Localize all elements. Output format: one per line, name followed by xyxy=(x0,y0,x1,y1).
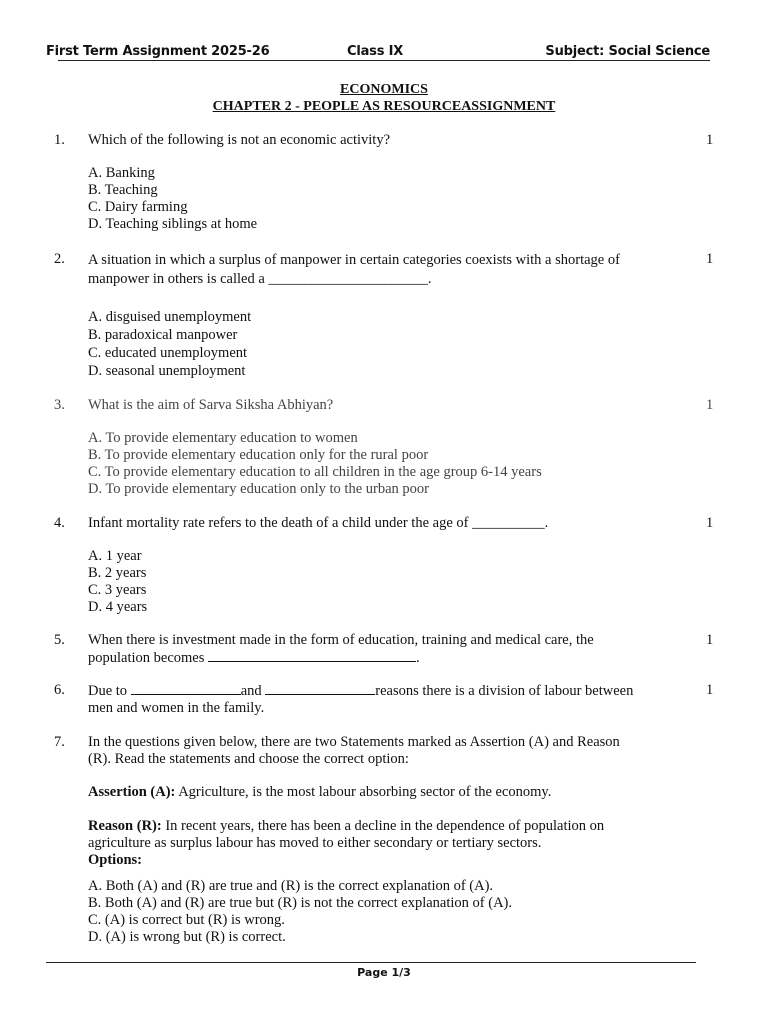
question-2-options xyxy=(88,308,251,380)
header-underline xyxy=(58,60,710,61)
option: A. disguised unemployment xyxy=(88,309,252,325)
option: A. Banking xyxy=(88,165,155,181)
question-text-suffix: . xyxy=(416,650,420,666)
option: C. 3 years xyxy=(88,582,147,598)
question-number: 6. xyxy=(54,682,65,698)
question-number: 1. xyxy=(54,132,65,148)
question-text: Which of the following is not an economic activity? xyxy=(88,132,391,148)
chapter-title: CHAPTER 2 - PEOPLE AS RESOURCEASSIGNMENT xyxy=(212,99,556,114)
question-1-options xyxy=(88,165,257,233)
option: B. 2 years xyxy=(88,565,147,581)
option: B. paradoxical manpower xyxy=(88,327,238,343)
options-label: Options: xyxy=(88,852,142,868)
answer-blank xyxy=(208,649,416,662)
option: D. 4 years xyxy=(88,599,148,615)
option: B. Both (A) and (R) are true but (R) is not the correct explanation of (A). xyxy=(88,895,512,911)
page-header xyxy=(46,44,710,62)
question-text-line: In the questions given below, there are two Statements marked as Assertion (A) and Reason xyxy=(88,734,620,750)
question-marks: 1 xyxy=(706,632,714,648)
question-marks: 1 xyxy=(706,682,714,698)
option: B. To provide elementary education only for the rural poor xyxy=(88,447,429,463)
footer-divider xyxy=(46,962,696,963)
question-text-line: men and women in the family. xyxy=(88,700,265,716)
question-3-options xyxy=(88,430,542,498)
option: A. To provide elementary education to women xyxy=(88,430,358,446)
reason-label: Reason (R): xyxy=(88,818,162,834)
question-text-suffix: reasons there is a division of labour between xyxy=(375,683,634,699)
option: D. seasonal unemployment xyxy=(88,363,246,379)
subject-title: ECONOMICS xyxy=(340,82,428,97)
document-titles xyxy=(0,81,768,115)
option: A. 1 year xyxy=(88,548,142,564)
option: D. Teaching siblings at home xyxy=(88,216,258,232)
question-number: 7. xyxy=(54,734,65,750)
question-marks: 1 xyxy=(706,515,714,531)
reason-text: In recent years, there has been a decline in the dependence of population on xyxy=(161,818,605,834)
subject-label: Subject: Social Science xyxy=(545,44,710,59)
question-7-options xyxy=(88,878,512,946)
option: B. Teaching xyxy=(88,182,158,198)
question-text-line: manpower in others is called a ______________________. xyxy=(88,271,432,287)
assertion-text: Agriculture, is the most labour absorbing sector of the economy. xyxy=(175,784,552,800)
option: C. educated unemployment xyxy=(88,345,248,361)
question-text xyxy=(88,734,678,768)
question-text: What is the aim of Sarva Siksha Abhiyan? xyxy=(88,397,334,413)
option: A. Both (A) and (R) are true and (R) is the correct explanation of (A). xyxy=(88,878,494,894)
question-text-line: (R). Read the statements and choose the correct option: xyxy=(88,751,409,767)
question-text xyxy=(88,251,678,289)
question-number: 4. xyxy=(54,515,65,531)
option: D. To provide elementary education only to the urban poor xyxy=(88,481,429,497)
reason-statement xyxy=(88,818,688,869)
question-text-prefix: Due to xyxy=(88,683,131,699)
assignment-title: First Term Assignment 2025-26 xyxy=(46,44,270,59)
answer-blank xyxy=(131,682,241,695)
question-text xyxy=(88,682,678,717)
question-marks: 1 xyxy=(706,397,714,413)
reason-text: agriculture as surplus labour has moved to either secondary or tertiary sectors. xyxy=(88,835,542,851)
option: D. (A) is wrong but (R) is correct. xyxy=(88,929,286,945)
question-text: Infant mortality rate refers to the death of a child under the age of __________. xyxy=(88,515,549,531)
question-text-line: A situation in which a surplus of manpower in certain categories coexists with a shortage of xyxy=(88,252,620,268)
page-number: Page 1/3 xyxy=(357,966,411,979)
question-text-prefix: population becomes xyxy=(88,650,209,666)
question-text xyxy=(88,632,678,667)
option: C. To provide elementary education to all children in the age group 6-14 years xyxy=(88,464,542,480)
question-marks: 1 xyxy=(706,132,714,148)
question-4-options xyxy=(88,548,147,616)
class-label: Class IX xyxy=(347,44,404,59)
question-number: 2. xyxy=(54,251,65,267)
option: C. Dairy farming xyxy=(88,199,188,215)
assertion-label: Assertion (A): xyxy=(88,784,176,800)
question-number: 3. xyxy=(54,397,65,413)
assertion-statement xyxy=(88,784,688,801)
question-text-mid: and xyxy=(240,683,266,699)
answer-blank xyxy=(265,682,375,695)
option: C. (A) is correct but (R) is wrong. xyxy=(88,912,285,928)
question-marks: 1 xyxy=(706,251,714,267)
question-text-line: When there is investment made in the form of education, training and medical care, the xyxy=(88,632,594,648)
question-number: 5. xyxy=(54,632,65,648)
